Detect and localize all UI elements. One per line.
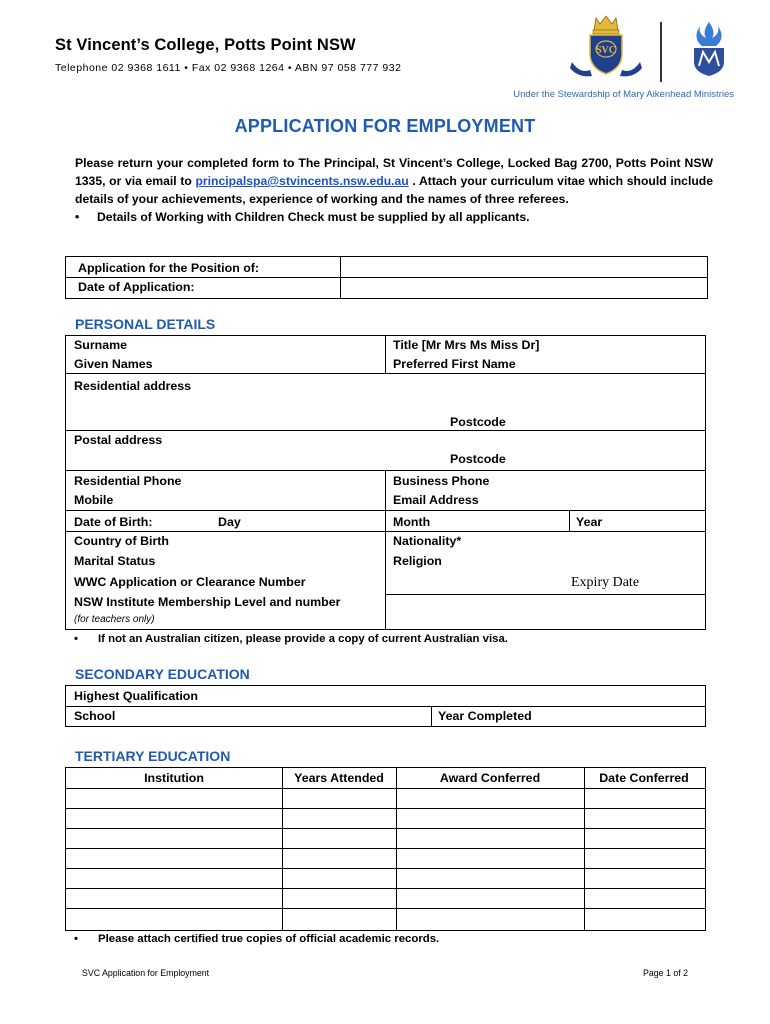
column-years-attended: Years Attended: [294, 771, 384, 785]
residential-postcode-label: Postcode: [450, 415, 506, 429]
footer-document-name: SVC Application for Employment: [82, 968, 210, 978]
college-crest-logo: [570, 14, 642, 80]
academic-records-note-text: Please attach certified true copies of official academic records.: [98, 933, 440, 945]
country-of-birth-label: Country of Birth: [74, 534, 169, 548]
stewardship-text: Under the Stewardship of Mary Aikenhead Ministries: [513, 89, 734, 100]
date-of-application-field[interactable]: [341, 278, 707, 298]
intro-paragraph: [75, 154, 713, 226]
mobile-label: Mobile: [74, 493, 114, 507]
nsw-institute-label: NSW Institute Membership Level and number: [74, 595, 341, 609]
position-field[interactable]: [341, 257, 707, 277]
application-box: [65, 256, 708, 299]
religion-label: Religion: [393, 554, 442, 568]
secondary-education-heading: SECONDARY EDUCATION: [75, 666, 250, 682]
name-block: [65, 335, 706, 374]
phone-block: [65, 470, 706, 511]
contact-line: Telephone 02 9368 1611 • Fax 02 9368 1264 • ABN 97 058 777 932: [55, 62, 402, 74]
bullet-icon: •: [75, 210, 80, 224]
email-address-label: Email Address: [393, 493, 479, 507]
position-label: Application for the Position of:: [78, 261, 260, 275]
school-name: St Vincent’s College, Potts Point NSW: [55, 36, 356, 54]
postal-address-label: Postal address: [74, 433, 163, 447]
tertiary-education-table: [65, 767, 706, 931]
teachers-only-note: (for teachers only): [74, 614, 155, 625]
business-phone-label: Business Phone: [393, 474, 490, 488]
postal-postcode-label: Postcode: [450, 452, 506, 466]
column-date-conferred: Date Conferred: [599, 771, 689, 785]
surname-label: Surname: [74, 338, 128, 352]
bullet-icon: •: [74, 633, 78, 645]
visa-note: [74, 633, 508, 645]
given-names-label: Given Names: [74, 357, 153, 371]
intro-text-after: . Attach your curriculum vitae which should include details of your achievements, experience of working and the names of three referees.: [75, 174, 713, 206]
residential-phone-label: Residential Phone: [74, 474, 182, 488]
column-institution: Institution: [144, 771, 204, 785]
wwc-number-label: WWC Application or Clearance Number: [74, 575, 306, 589]
residential-address-label: Residential address: [74, 379, 192, 393]
visa-note-text: If not an Australian citizen, please provide a copy of current Australian visa.: [98, 633, 508, 645]
dob-month-label: Month: [393, 515, 431, 529]
year-completed-label: Year Completed: [438, 709, 532, 723]
marital-status-label: Marital Status: [74, 554, 156, 568]
footer-page-number: Page 1 of 2: [643, 968, 688, 978]
bullet-icon: •: [74, 933, 78, 945]
date-of-application-label: Date of Application:: [78, 280, 195, 294]
preferred-first-name-label: Preferred First Name: [393, 357, 516, 371]
personal-details-heading: PERSONAL DETAILS: [75, 316, 216, 332]
title-label: Title [Mr Mrs Ms Miss Dr]: [393, 338, 540, 352]
highest-qualification-label: Highest Qualification: [74, 689, 198, 703]
column-award-conferred: Award Conferred: [439, 771, 541, 785]
principal-email-link[interactable]: principalspa@stvincents.nsw.edu.au: [195, 174, 409, 188]
wwc-bullet: [75, 208, 713, 226]
school-label: School: [74, 709, 116, 723]
address-block: [65, 373, 706, 471]
wwc-bullet-text: Details of Working with Children Check must be supplied by all applicants.: [97, 210, 530, 224]
secondary-education-block: [65, 685, 706, 727]
date-of-birth-label: Date of Birth:: [74, 515, 153, 529]
dob-day-label: Day: [218, 515, 241, 529]
logo-divider: [660, 22, 662, 82]
page-title: APPLICATION FOR EMPLOYMENT: [234, 116, 536, 136]
personal-info-block: [65, 510, 706, 630]
academic-records-note: [74, 933, 439, 945]
intro-text-before: Please return your completed form to The Principal, St Vincent’s College, Locked Bag 2700, Potts Point NSW 1335, or via email to: [75, 156, 713, 188]
mary-aikenhead-ministries-logo: [690, 20, 728, 76]
nationality-label: Nationality*: [393, 534, 462, 548]
crest-text: SVC: [595, 45, 617, 56]
tertiary-education-heading: TERTIARY EDUCATION: [75, 748, 231, 764]
expiry-date-label: Expiry Date: [571, 575, 640, 590]
dob-year-label: Year: [576, 515, 603, 529]
